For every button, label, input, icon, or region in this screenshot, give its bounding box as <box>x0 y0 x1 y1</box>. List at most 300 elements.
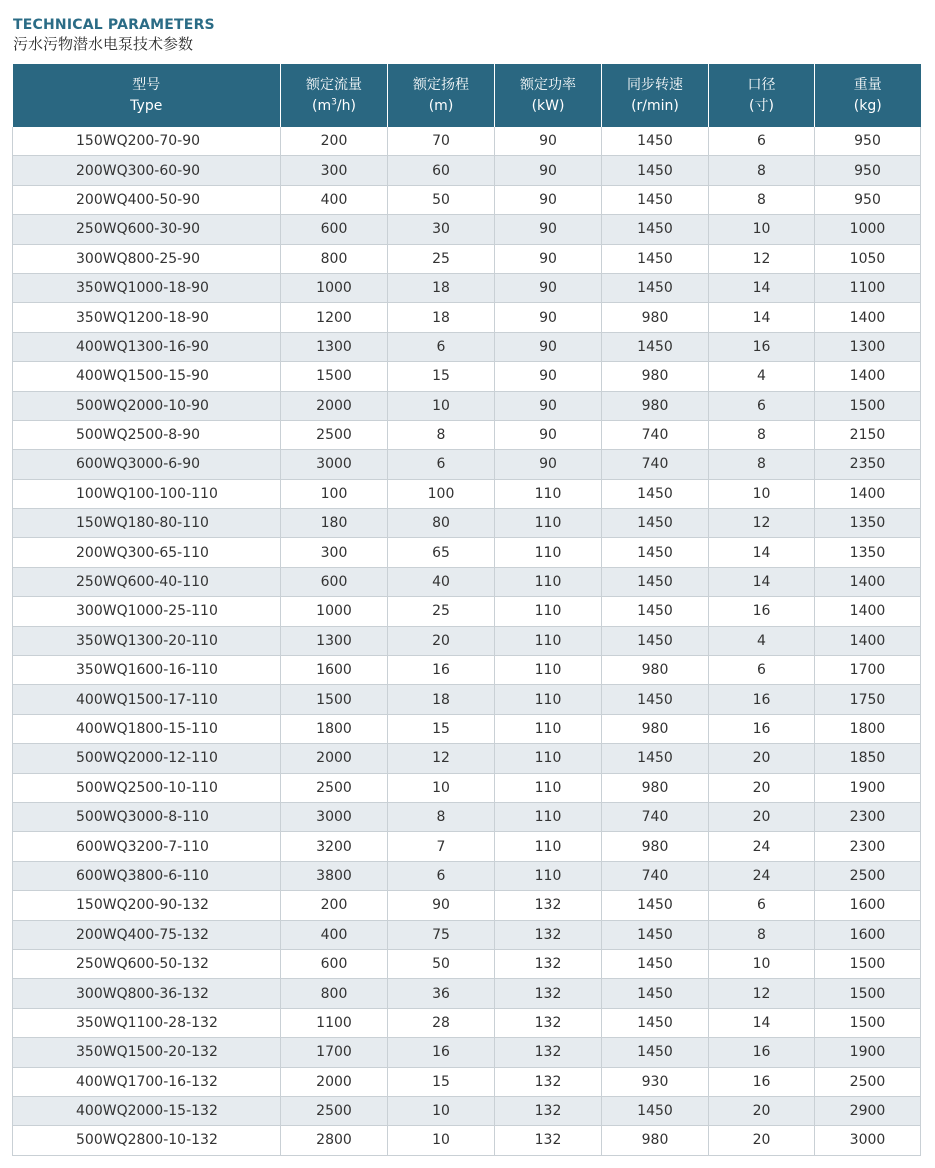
cell-head: 8 <box>388 420 495 449</box>
cell-model: 250WQ600-30-90 <box>13 215 281 244</box>
cell-speed: 1450 <box>602 127 709 156</box>
cell-speed: 1450 <box>602 538 709 567</box>
table-row <box>13 979 921 1008</box>
col-head-header <box>388 64 495 127</box>
cell-flow: 1600 <box>281 656 388 685</box>
cell-power: 110 <box>495 832 602 861</box>
cell-flow: 1000 <box>281 273 388 302</box>
cell-weight: 1500 <box>815 979 921 1008</box>
table-row <box>13 362 921 391</box>
cell-power: 132 <box>495 1096 602 1125</box>
cell-caliber: 6 <box>709 891 815 920</box>
table-row <box>13 450 921 479</box>
table-row <box>13 744 921 773</box>
cell-caliber: 6 <box>709 127 815 156</box>
cell-weight: 2900 <box>815 1096 921 1125</box>
table-row <box>13 1126 921 1155</box>
cell-model: 400WQ1700-16-132 <box>13 1067 281 1096</box>
cell-weight: 2500 <box>815 861 921 890</box>
col-speed-header <box>602 64 709 127</box>
cell-power: 90 <box>495 156 602 185</box>
cell-caliber: 8 <box>709 450 815 479</box>
cell-power: 132 <box>495 891 602 920</box>
cell-speed: 1450 <box>602 626 709 655</box>
cell-flow: 1300 <box>281 626 388 655</box>
cell-weight: 1000 <box>815 215 921 244</box>
parameters-table <box>12 64 921 1156</box>
table-row <box>13 802 921 831</box>
cell-caliber: 24 <box>709 832 815 861</box>
cell-caliber: 12 <box>709 509 815 538</box>
cell-head: 20 <box>388 626 495 655</box>
cell-head: 18 <box>388 303 495 332</box>
cell-weight: 2300 <box>815 832 921 861</box>
cell-weight: 1100 <box>815 273 921 302</box>
cell-model: 150WQ200-90-132 <box>13 891 281 920</box>
cell-flow: 400 <box>281 920 388 949</box>
cell-flow: 200 <box>281 127 388 156</box>
cell-weight: 1500 <box>815 1008 921 1037</box>
cell-flow: 200 <box>281 891 388 920</box>
cell-flow: 2000 <box>281 744 388 773</box>
cell-head: 90 <box>388 891 495 920</box>
cell-power: 110 <box>495 714 602 743</box>
cell-head: 30 <box>388 215 495 244</box>
cell-power: 90 <box>495 450 602 479</box>
cell-model: 600WQ3800-6-110 <box>13 861 281 890</box>
cell-weight: 2350 <box>815 450 921 479</box>
title-chinese: 污水污物潜水电泵技术参数 <box>13 35 194 53</box>
cell-flow: 800 <box>281 979 388 1008</box>
cell-power: 90 <box>495 273 602 302</box>
col-weight-zh: 重量 <box>853 76 882 93</box>
cell-weight: 950 <box>815 127 921 156</box>
cell-weight: 1500 <box>815 949 921 978</box>
cell-caliber: 14 <box>709 1008 815 1037</box>
cell-weight: 1050 <box>815 244 921 273</box>
table-header <box>13 64 921 127</box>
cell-flow: 1500 <box>281 362 388 391</box>
cell-speed: 740 <box>602 450 709 479</box>
cell-caliber: 14 <box>709 538 815 567</box>
cell-model: 300WQ800-25-90 <box>13 244 281 273</box>
cell-model: 500WQ2500-8-90 <box>13 420 281 449</box>
col-flow-header <box>281 64 388 127</box>
cell-flow: 1700 <box>281 1038 388 1067</box>
cell-model: 200WQ400-50-90 <box>13 185 281 214</box>
cell-speed: 980 <box>602 656 709 685</box>
cell-model: 350WQ1100-28-132 <box>13 1008 281 1037</box>
cell-weight: 1600 <box>815 891 921 920</box>
col-weight-unit: (kg) <box>853 97 882 114</box>
cell-weight: 950 <box>815 185 921 214</box>
cell-model: 350WQ1000-18-90 <box>13 273 281 302</box>
table-row <box>13 1096 921 1125</box>
table-row <box>13 773 921 802</box>
cell-speed: 740 <box>602 861 709 890</box>
cell-model: 350WQ1300-20-110 <box>13 626 281 655</box>
cell-power: 110 <box>495 567 602 596</box>
col-speed-zh: 同步转速 <box>627 76 683 93</box>
cell-caliber: 8 <box>709 156 815 185</box>
cell-flow: 2500 <box>281 773 388 802</box>
cell-model: 500WQ2000-12-110 <box>13 744 281 773</box>
cell-power: 110 <box>495 773 602 802</box>
cell-head: 18 <box>388 685 495 714</box>
cell-head: 15 <box>388 1067 495 1096</box>
cell-head: 70 <box>388 127 495 156</box>
cell-flow: 2800 <box>281 1126 388 1155</box>
cell-caliber: 20 <box>709 1096 815 1125</box>
cell-flow: 400 <box>281 185 388 214</box>
cell-model: 400WQ2000-15-132 <box>13 1096 281 1125</box>
cell-model: 400WQ1300-16-90 <box>13 332 281 361</box>
cell-speed: 1450 <box>602 685 709 714</box>
cell-weight: 1700 <box>815 656 921 685</box>
col-weight-header <box>815 64 921 127</box>
cell-head: 25 <box>388 244 495 273</box>
cell-flow: 3800 <box>281 861 388 890</box>
cell-power: 90 <box>495 244 602 273</box>
cell-speed: 1450 <box>602 920 709 949</box>
cell-caliber: 10 <box>709 215 815 244</box>
col-caliber-zh: 口径 <box>747 76 776 93</box>
cell-power: 132 <box>495 1038 602 1067</box>
cell-head: 15 <box>388 714 495 743</box>
cell-speed: 1450 <box>602 244 709 273</box>
cell-model: 500WQ2000-10-90 <box>13 391 281 420</box>
cell-flow: 800 <box>281 244 388 273</box>
cell-weight: 1350 <box>815 509 921 538</box>
cell-speed: 1450 <box>602 156 709 185</box>
cell-speed: 1450 <box>602 744 709 773</box>
cell-model: 200WQ400-75-132 <box>13 920 281 949</box>
table-row <box>13 714 921 743</box>
cell-caliber: 14 <box>709 273 815 302</box>
cell-speed: 980 <box>602 391 709 420</box>
cell-caliber: 12 <box>709 244 815 273</box>
cell-model: 500WQ3000-8-110 <box>13 802 281 831</box>
cell-caliber: 20 <box>709 1126 815 1155</box>
table-row <box>13 332 921 361</box>
cell-model: 250WQ600-40-110 <box>13 567 281 596</box>
cell-head: 16 <box>388 656 495 685</box>
cell-power: 110 <box>495 744 602 773</box>
cell-caliber: 16 <box>709 597 815 626</box>
cell-power: 110 <box>495 626 602 655</box>
cell-weight: 950 <box>815 156 921 185</box>
cell-flow: 600 <box>281 215 388 244</box>
cell-flow: 1000 <box>281 597 388 626</box>
cell-model: 250WQ600-50-132 <box>13 949 281 978</box>
cell-speed: 1450 <box>602 479 709 508</box>
cell-head: 25 <box>388 597 495 626</box>
table-row <box>13 509 921 538</box>
cell-power: 90 <box>495 185 602 214</box>
cell-speed: 1450 <box>602 1008 709 1037</box>
cell-flow: 180 <box>281 509 388 538</box>
cell-flow: 600 <box>281 567 388 596</box>
cell-model: 600WQ3000-6-90 <box>13 450 281 479</box>
cell-weight: 1300 <box>815 332 921 361</box>
col-speed-unit: (r/min) <box>631 97 679 114</box>
cell-flow: 1300 <box>281 332 388 361</box>
table-row <box>13 303 921 332</box>
cell-model: 150WQ200-70-90 <box>13 127 281 156</box>
cell-power: 110 <box>495 509 602 538</box>
table-row <box>13 215 921 244</box>
cell-weight: 1400 <box>815 362 921 391</box>
cell-speed: 980 <box>602 714 709 743</box>
cell-flow: 300 <box>281 156 388 185</box>
table-row <box>13 567 921 596</box>
cell-weight: 2300 <box>815 802 921 831</box>
cell-flow: 1500 <box>281 685 388 714</box>
table-row <box>13 832 921 861</box>
cell-caliber: 6 <box>709 656 815 685</box>
cell-weight: 3000 <box>815 1126 921 1155</box>
col-flow-unit-sup: 3 <box>331 96 337 107</box>
cell-weight: 1350 <box>815 538 921 567</box>
cell-caliber: 16 <box>709 685 815 714</box>
cell-head: 40 <box>388 567 495 596</box>
cell-power: 110 <box>495 597 602 626</box>
cell-head: 10 <box>388 773 495 802</box>
col-type-header <box>13 64 281 127</box>
col-type-en: Type <box>130 97 163 114</box>
col-flow-zh: 额定流量 <box>306 76 362 93</box>
cell-caliber: 4 <box>709 362 815 391</box>
col-flow-unit-post: /h) <box>336 97 356 114</box>
cell-head: 16 <box>388 1038 495 1067</box>
table-row <box>13 244 921 273</box>
cell-power: 110 <box>495 685 602 714</box>
cell-power: 110 <box>495 861 602 890</box>
cell-speed: 980 <box>602 832 709 861</box>
cell-speed: 1450 <box>602 1038 709 1067</box>
cell-weight: 1900 <box>815 773 921 802</box>
col-head-unit: (m) <box>428 97 454 114</box>
cell-caliber: 8 <box>709 185 815 214</box>
table-row <box>13 949 921 978</box>
cell-head: 65 <box>388 538 495 567</box>
cell-weight: 2150 <box>815 420 921 449</box>
table-row <box>13 185 921 214</box>
cell-head: 28 <box>388 1008 495 1037</box>
cell-flow: 600 <box>281 949 388 978</box>
cell-weight: 1400 <box>815 303 921 332</box>
cell-weight: 1750 <box>815 685 921 714</box>
cell-head: 8 <box>388 802 495 831</box>
table-row <box>13 626 921 655</box>
cell-power: 132 <box>495 979 602 1008</box>
cell-model: 100WQ100-100-110 <box>13 479 281 508</box>
cell-power: 132 <box>495 1067 602 1096</box>
cell-power: 110 <box>495 479 602 508</box>
cell-head: 6 <box>388 861 495 890</box>
cell-model: 350WQ1200-18-90 <box>13 303 281 332</box>
table-row <box>13 391 921 420</box>
table-row <box>13 1038 921 1067</box>
cell-model: 350WQ1600-16-110 <box>13 656 281 685</box>
cell-weight: 1400 <box>815 597 921 626</box>
cell-power: 90 <box>495 303 602 332</box>
page-header <box>13 17 215 54</box>
table-row <box>13 685 921 714</box>
table-body <box>13 127 921 1155</box>
cell-caliber: 16 <box>709 714 815 743</box>
table-row <box>13 127 921 156</box>
cell-weight: 1500 <box>815 391 921 420</box>
col-power-unit: (kW) <box>531 97 565 114</box>
cell-head: 80 <box>388 509 495 538</box>
cell-power: 110 <box>495 656 602 685</box>
cell-flow: 2500 <box>281 420 388 449</box>
cell-caliber: 8 <box>709 420 815 449</box>
cell-weight: 1400 <box>815 479 921 508</box>
cell-power: 90 <box>495 391 602 420</box>
cell-head: 7 <box>388 832 495 861</box>
cell-caliber: 24 <box>709 861 815 890</box>
cell-speed: 1450 <box>602 1096 709 1125</box>
col-flow-unit-pre: (m <box>312 97 332 114</box>
cell-speed: 980 <box>602 362 709 391</box>
cell-head: 10 <box>388 1096 495 1125</box>
col-type-zh: 型号 <box>132 76 161 93</box>
cell-head: 10 <box>388 1126 495 1155</box>
cell-flow: 3200 <box>281 832 388 861</box>
cell-flow: 2000 <box>281 1067 388 1096</box>
cell-speed: 740 <box>602 802 709 831</box>
cell-flow: 3000 <box>281 450 388 479</box>
cell-weight: 1800 <box>815 714 921 743</box>
cell-speed: 1450 <box>602 273 709 302</box>
cell-head: 50 <box>388 949 495 978</box>
cell-speed: 980 <box>602 773 709 802</box>
cell-head: 10 <box>388 391 495 420</box>
table-row <box>13 538 921 567</box>
cell-caliber: 4 <box>709 626 815 655</box>
cell-weight: 2500 <box>815 1067 921 1096</box>
cell-head: 75 <box>388 920 495 949</box>
cell-speed: 740 <box>602 420 709 449</box>
cell-caliber: 12 <box>709 979 815 1008</box>
table-row <box>13 597 921 626</box>
cell-weight: 1400 <box>815 567 921 596</box>
table-row <box>13 156 921 185</box>
table-row <box>13 1008 921 1037</box>
table-row <box>13 479 921 508</box>
cell-speed: 1450 <box>602 891 709 920</box>
cell-caliber: 8 <box>709 920 815 949</box>
table-row <box>13 656 921 685</box>
cell-model: 500WQ2500-10-110 <box>13 773 281 802</box>
table-row <box>13 273 921 302</box>
table-row <box>13 1067 921 1096</box>
col-caliber-header <box>709 64 815 127</box>
header-row <box>13 64 921 127</box>
col-caliber-unit: (寸) <box>749 97 774 114</box>
cell-power: 90 <box>495 127 602 156</box>
col-power-header <box>495 64 602 127</box>
cell-head: 15 <box>388 362 495 391</box>
cell-speed: 980 <box>602 1126 709 1155</box>
cell-head: 12 <box>388 744 495 773</box>
cell-model: 300WQ800-36-132 <box>13 979 281 1008</box>
cell-speed: 1450 <box>602 215 709 244</box>
col-head-zh: 额定扬程 <box>413 76 469 93</box>
cell-flow: 1800 <box>281 714 388 743</box>
cell-flow: 1100 <box>281 1008 388 1037</box>
cell-caliber: 14 <box>709 303 815 332</box>
table-row <box>13 891 921 920</box>
cell-caliber: 6 <box>709 391 815 420</box>
cell-caliber: 20 <box>709 802 815 831</box>
cell-caliber: 16 <box>709 332 815 361</box>
cell-power: 90 <box>495 362 602 391</box>
cell-speed: 1450 <box>602 597 709 626</box>
cell-speed: 1450 <box>602 949 709 978</box>
cell-speed: 1450 <box>602 185 709 214</box>
cell-caliber: 20 <box>709 744 815 773</box>
cell-caliber: 16 <box>709 1067 815 1096</box>
cell-head: 18 <box>388 273 495 302</box>
cell-flow: 1200 <box>281 303 388 332</box>
cell-power: 132 <box>495 1008 602 1037</box>
cell-model: 350WQ1500-20-132 <box>13 1038 281 1067</box>
cell-power: 110 <box>495 802 602 831</box>
cell-caliber: 14 <box>709 567 815 596</box>
cell-weight: 1400 <box>815 626 921 655</box>
cell-weight: 1900 <box>815 1038 921 1067</box>
cell-model: 500WQ2800-10-132 <box>13 1126 281 1155</box>
title-english: TECHNICAL PARAMETERS <box>13 17 215 33</box>
cell-caliber: 16 <box>709 1038 815 1067</box>
col-power-zh: 额定功率 <box>520 76 576 93</box>
cell-model: 400WQ1800-15-110 <box>13 714 281 743</box>
cell-speed: 1450 <box>602 332 709 361</box>
cell-head: 100 <box>388 479 495 508</box>
cell-caliber: 10 <box>709 949 815 978</box>
cell-power: 132 <box>495 920 602 949</box>
table-row <box>13 861 921 890</box>
cell-power: 132 <box>495 1126 602 1155</box>
cell-model: 400WQ1500-15-90 <box>13 362 281 391</box>
cell-model: 200WQ300-60-90 <box>13 156 281 185</box>
cell-head: 36 <box>388 979 495 1008</box>
cell-flow: 2000 <box>281 391 388 420</box>
cell-power: 132 <box>495 949 602 978</box>
cell-speed: 1450 <box>602 509 709 538</box>
cell-flow: 300 <box>281 538 388 567</box>
cell-model: 200WQ300-65-110 <box>13 538 281 567</box>
cell-speed: 1450 <box>602 979 709 1008</box>
cell-power: 90 <box>495 332 602 361</box>
cell-speed: 980 <box>602 303 709 332</box>
cell-flow: 3000 <box>281 802 388 831</box>
cell-speed: 930 <box>602 1067 709 1096</box>
table-row <box>13 420 921 449</box>
cell-weight: 1850 <box>815 744 921 773</box>
cell-model: 150WQ180-80-110 <box>13 509 281 538</box>
cell-head: 50 <box>388 185 495 214</box>
cell-power: 90 <box>495 420 602 449</box>
cell-model: 400WQ1500-17-110 <box>13 685 281 714</box>
table-row <box>13 920 921 949</box>
cell-caliber: 10 <box>709 479 815 508</box>
cell-flow: 2500 <box>281 1096 388 1125</box>
cell-speed: 1450 <box>602 567 709 596</box>
